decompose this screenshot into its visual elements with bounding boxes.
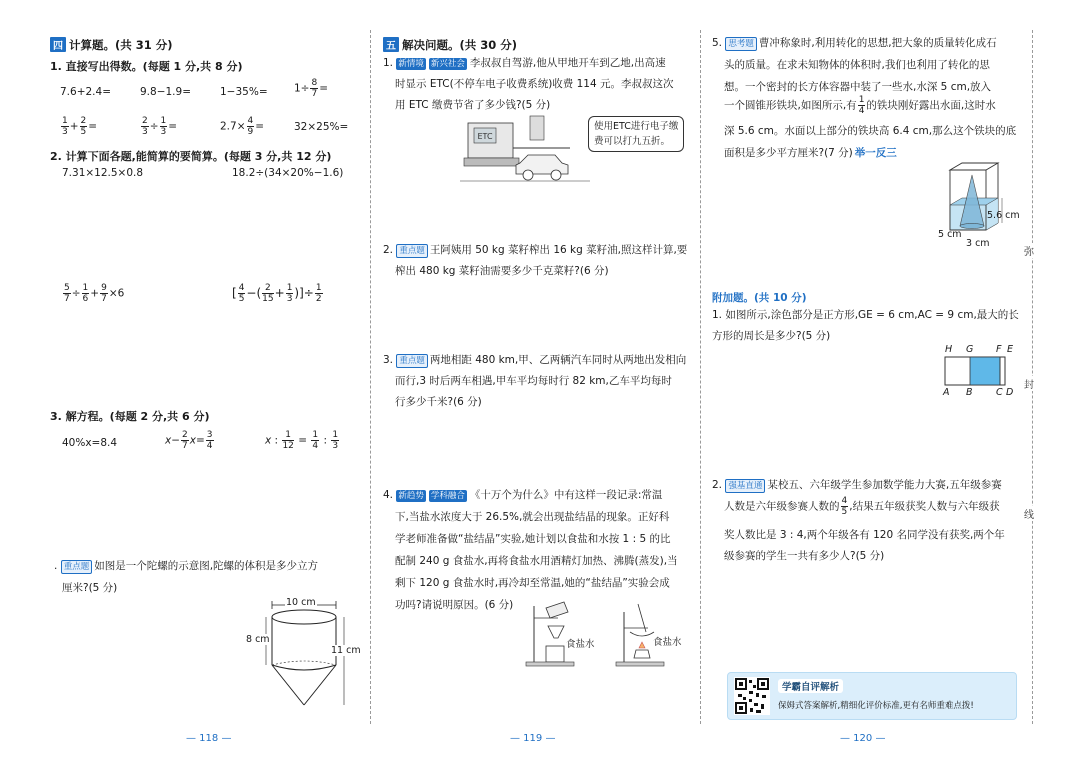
qr-text: 保姆式答案解析,精细化评价标准,更有名师重难点拨! (778, 701, 974, 711)
q1-item-7: 2.7× $\frac{4}{9}$ = (220, 116, 265, 137)
q4-line-1: . 重点题 如图是一个陀螺的示意图,陀螺的体积是多少立方 (54, 560, 319, 572)
section-number-badge: 五 (383, 37, 399, 52)
q3-item-3: x : $\frac{1}{12}$ = $\frac{1}{4}$ : $\frac{1}{3}$ (265, 430, 339, 451)
pt-D: D (1006, 387, 1014, 398)
lab-label-1: 食盐水 (566, 639, 595, 650)
m-q3-line-3: 行多少千米?(6 分) (395, 396, 482, 408)
section-title: 计算题。(共 31 分) (69, 38, 173, 52)
q4-tag: 重点题 (61, 560, 93, 574)
lab-label-2: 食盐水 (653, 637, 682, 648)
q1-item-2: 9.8−1.9= (140, 86, 191, 98)
binding-char-3: 线 (1024, 506, 1034, 521)
section-four-heading (50, 37, 173, 53)
q1-item-6: $\frac{2}{3}$ ÷ $\frac{1}{3}$ = (142, 116, 178, 137)
q1-title: 1. 直接写出得数。(每题 1 分,共 8 分) (50, 60, 243, 73)
pt-G: G (966, 344, 974, 355)
q2-item-4: [ $\frac{4}{5}$ −( $\frac{2}{15}$ + $\frac{1}{3}$ )]÷ $\frac{1}{2}$ (232, 283, 322, 304)
m-q2-line-2: 榨出 480 kg 菜籽油需要多少千克菜籽?(6 分) (395, 265, 609, 277)
b1-line-2: 方形的周长是多少?(5 分) (712, 330, 831, 342)
pt-C: C (996, 387, 1003, 398)
b2-line-3: 奖人数比是 3 : 4,两个年级各有 120 名同学没有获奖,两个年 (724, 529, 1005, 541)
qr-code-icon (734, 677, 770, 715)
spinning-top-label-left: 8 cm (246, 634, 270, 645)
m-q3-line-2: 而行,3 时后两车相遇,甲车平均每时行 82 km,乙车平均每时 (395, 375, 672, 387)
b2-line-4: 级参赛的学生一共有多少人?(5 分) (724, 550, 885, 562)
etc-bubble-line-2: 费可以打九五折。 (594, 136, 671, 147)
q3-item-1: 40%x=8.4 (62, 437, 118, 449)
container-label-height: 5.6 cm (987, 210, 1020, 221)
m-q4-line-6: 功吗?请说明原因。(6 分) (395, 599, 514, 611)
r-q5-line-1: 5. 思考题 曹冲称象时,利用转化的思想,把大象的质量转化成石 (712, 37, 997, 49)
m-q4-line-3: 学老师准备做“盐结晶”实验,她计划以食盐和水按 1 : 5 的比 (395, 533, 671, 545)
m-q1-line-1: 1. 新情境 新兴社会 李叔叔自驾游,他从甲地开车到乙地,出高速 (383, 57, 666, 69)
section-title: 解决问题。(共 30 分) (402, 38, 518, 52)
binding-char-2: 封 (1024, 376, 1034, 391)
r-q5-line-2: 头的质量。在求未知物体的体积时,我们也利用了转化的思 (724, 59, 990, 71)
page-number-119: — 119 — (510, 733, 556, 744)
binding-char-1: 弥 (1024, 243, 1034, 258)
pt-H: H (945, 344, 953, 355)
q2-item-1: 7.31×12.5×0.8 (62, 167, 144, 179)
column-divider-left (370, 30, 371, 724)
m-q1-line-2: 时显示 ETC(不停车电子收费系统)收费 114 元。李叔叔这次 (395, 78, 674, 90)
q1-item-8: 32×25%= (294, 121, 349, 133)
column-divider-right (700, 30, 701, 724)
page-number-120: — 120 — (840, 733, 886, 744)
m-q2-line-1: 2. 重点题 王阿姨用 50 kg 菜籽榨出 16 kg 菜籽油,照这样计算,要 (383, 244, 688, 256)
rectangle-diagram (944, 355, 1008, 389)
m-q1-line-3: 用 ETC 缴费节省了多少钱?(5 分) (395, 99, 551, 111)
container-label-depth: 3 cm (966, 238, 990, 249)
q2-title: 2. 计算下面各题,能简算的要简算。(每题 3 分,共 12 分) (50, 150, 332, 163)
page-number-118: — 118 — (186, 733, 232, 744)
m-q4-line-4: 配制 240 g 食盐水,再将食盐水用酒精灯加热、沸腾(蒸发),当 (395, 555, 678, 567)
etc-bubble-line-1: 使用ETC进行电子缴 (594, 121, 679, 132)
etc-speech-bubble (588, 116, 684, 152)
svg-text:ETC: ETC (477, 132, 493, 141)
b2-line-1: 2. 强基直通 某校五、六年级学生参加数学能力大赛,五年级参赛 (712, 479, 1002, 491)
q1-item-4: 1÷ $\frac{8}{7}$ = (294, 78, 329, 99)
q2-item-3: $\frac{5}{7}$ ÷ $\frac{1}{6}$ + $\frac{9}{7}$ ×6 (64, 283, 125, 304)
pt-B: B (966, 387, 973, 398)
qr-promo-box[interactable] (727, 672, 1017, 720)
r-q5-line-3: 想。一个密封的长方体容器中装了一些水,水深 5 cm,放入 (724, 81, 992, 93)
q1-item-1: 7.6+2.4= (60, 86, 111, 98)
section-number-badge: 四 (50, 37, 66, 52)
spinning-top-label-top: 10 cm (286, 597, 316, 608)
q5-link[interactable]: 举一反三 (854, 147, 897, 159)
spinning-top-label-right: 11 cm (331, 645, 361, 656)
q4-line-2: 厘米?(5 分) (62, 582, 118, 594)
q3-item-2: x− $\frac{2}{7}$ x= $\frac{3}{4}$ (165, 430, 213, 451)
q2-item-2: 18.2÷(34×20%−1.6) (232, 167, 344, 179)
r-q5-line-6: 面积是多少平方厘米?(7 分) 举一反三 (724, 147, 897, 159)
container-label-width: 5 cm (938, 229, 962, 240)
toll-booth-illustration (460, 108, 590, 188)
pt-A: A (943, 387, 950, 398)
m-q4-line-5: 剩下 120 g 食盐水时,再冷却至常温,她的“盐结晶”实验会成 (395, 577, 670, 589)
m-q4-line-1: 4. 新趋势 学科融合 《十万个为什么》中有这样一段记录:常温 (383, 489, 663, 501)
q1-item-3: 1−35%= (220, 86, 268, 98)
section-five-heading (383, 37, 517, 53)
b2-line-2: 人数是六年级参赛人数的 $\frac{4}{5}$ ,结果五年级获奖人数与六年级获 (724, 496, 1000, 517)
r-q5-line-5: 深 5.6 cm。水面以上部分的铁块高 6.4 cm,那么这个铁块的底 (724, 125, 1017, 137)
m-q4-line-2: 下,当盐水浓度大于 26.5%,就会出现盐结晶的现象。正好科 (395, 511, 670, 523)
b1-line-1: 1. 如图所示,涂色部分是正方形,GE = 6 cm,AC = 9 cm,最大的长 (712, 309, 1019, 321)
q3-title: 3. 解方程。(每题 2 分,共 6 分) (50, 410, 210, 423)
m-q3-line-1: 3. 重点题 两地相距 480 km,甲、乙两辆汽车同时从两地出发相向 (383, 354, 687, 366)
q1-item-5: $\frac{1}{3}$ + $\frac{2}{5}$ = (62, 116, 98, 137)
pt-E: E (1007, 344, 1014, 355)
bonus-title: 附加题。(共 10 分) (712, 292, 807, 304)
r-q5-line-4: 一个圆锥形铁块,如图所示,有 $\frac{1}{4}$ 的铁块刚好露出水面,这时水 (724, 95, 996, 116)
pt-F: F (996, 344, 1002, 355)
qr-title: 学霸自评解析 (778, 679, 843, 693)
